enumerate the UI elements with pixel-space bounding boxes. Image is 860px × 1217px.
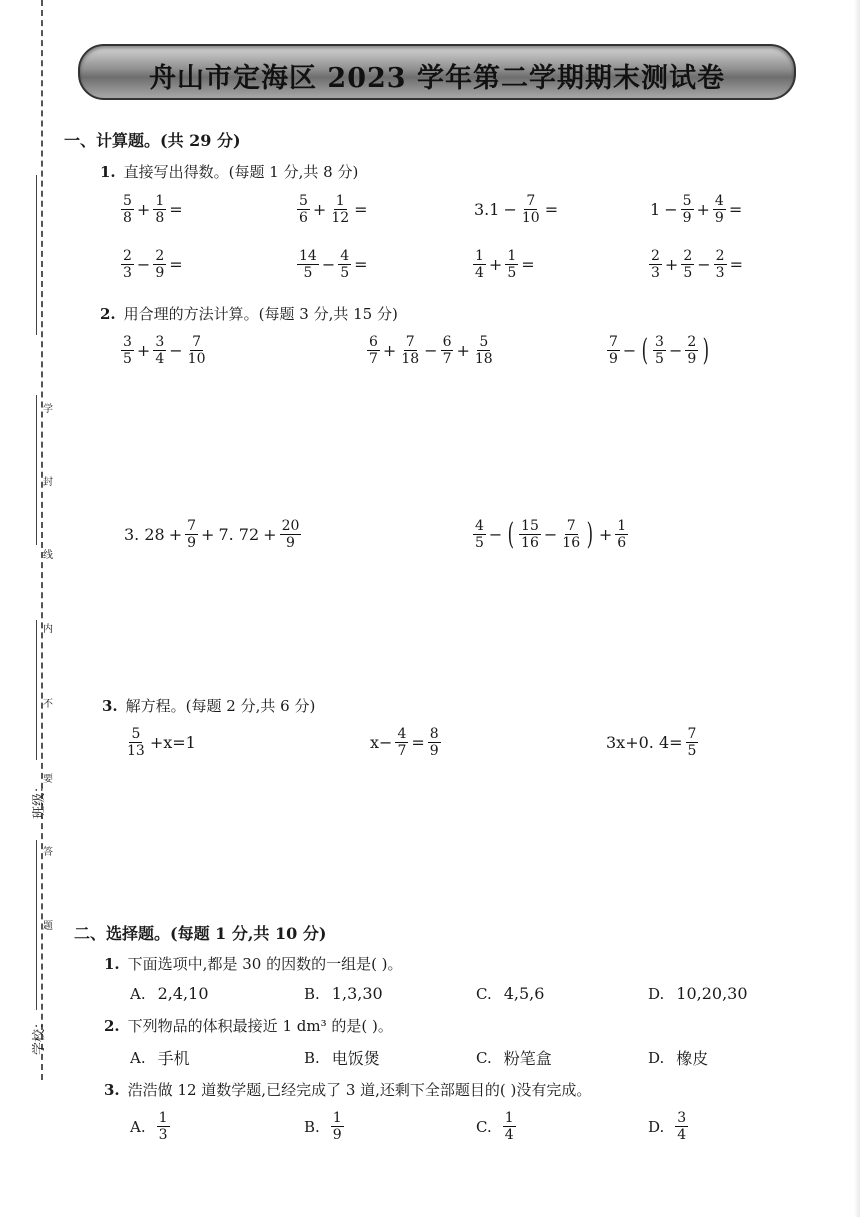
math-term: 3x+0. 4= [606, 733, 683, 752]
binding-line [36, 840, 37, 1010]
denominator: 4 [155, 351, 165, 367]
numerator: 7 [609, 334, 618, 350]
math-term: + [456, 341, 470, 360]
math-term: − [136, 255, 151, 274]
math-term: = [354, 200, 368, 219]
denominator: 13 [127, 743, 145, 759]
math-term: = [169, 255, 183, 274]
math-expression [122, 518, 302, 551]
math-term: − [503, 200, 517, 219]
option-letter: A. [130, 984, 146, 1003]
answer-option[interactable] [476, 984, 546, 1003]
paper-edge [854, 0, 860, 1217]
numerator: 7 [405, 334, 415, 350]
math-term: − [622, 341, 637, 360]
math-term: 1 [650, 200, 661, 219]
binding-char: 答 [43, 847, 53, 858]
math-term: +x=1 [149, 733, 196, 752]
math-term: = [169, 200, 183, 219]
denominator: 9 [187, 535, 197, 551]
numerator: 1 [507, 248, 517, 264]
fraction [560, 518, 582, 551]
numerator: 3 [155, 334, 165, 350]
numerator: 2 [123, 248, 132, 264]
math-term: − [664, 200, 678, 219]
binding-line [36, 620, 37, 760]
parenthesis: ) [586, 516, 594, 552]
denominator: 5 [687, 743, 697, 759]
numerator: 2 [683, 248, 693, 264]
math-term: − [488, 525, 503, 544]
fraction [653, 334, 666, 367]
denominator: 7 [369, 351, 378, 367]
answer-option[interactable] [648, 1046, 710, 1069]
fraction [331, 1110, 344, 1143]
math-term: + [136, 341, 151, 360]
answer-option[interactable] [130, 984, 211, 1003]
fraction [615, 518, 628, 551]
question-text: 下面选项中,都是 30 的因数的一组是( )。 [127, 955, 403, 973]
option-letter: C. [476, 1117, 492, 1136]
fraction [297, 248, 319, 281]
math-term: + [312, 200, 327, 219]
denominator: 3 [123, 265, 132, 281]
math-expression [366, 334, 496, 367]
fraction [686, 726, 699, 759]
binding-char: 不 [43, 699, 53, 710]
option-letter: B. [304, 984, 320, 1003]
fraction [649, 248, 662, 281]
math-term: 电饭煲 [331, 1049, 380, 1068]
option-letter: D. [648, 984, 665, 1003]
fraction [186, 334, 208, 367]
denominator: 9 [714, 210, 724, 226]
option-letter: A. [130, 1117, 146, 1136]
question-text: 浩浩做 12 道数学题,已经完成了 3 道,还剩下全部题目的( )没有完成。 [127, 1081, 592, 1099]
option-letter: C. [476, 1048, 492, 1067]
page-title: 舟山市定海区 2023 学年第二学期期末测试卷 [149, 63, 725, 94]
denominator: 9 [609, 351, 618, 367]
math-term: 橡皮 [676, 1049, 709, 1068]
question-text: 直接写出得数。(每题 1 分,共 8 分) [123, 163, 359, 181]
fraction [399, 334, 421, 367]
answer-option[interactable] [130, 1110, 171, 1143]
option-letter: D. [648, 1048, 665, 1067]
binding-char: 学 [43, 404, 53, 415]
numerator: 4 [340, 248, 350, 264]
numerator: 7 [526, 193, 536, 209]
math-term: − [424, 341, 438, 360]
denominator: 4 [475, 265, 484, 281]
binding-char: 封 [43, 477, 53, 488]
math-term: = [728, 200, 743, 219]
fraction [153, 248, 166, 281]
fraction [338, 248, 351, 281]
numerator: 3 [677, 1110, 687, 1126]
math-term: 7. 72 [218, 525, 260, 544]
option-letter: B. [304, 1048, 320, 1067]
answer-option[interactable] [648, 984, 750, 1003]
fraction [121, 193, 134, 226]
denominator: 3 [715, 265, 725, 281]
question-heading [102, 695, 315, 716]
denominator: 12 [331, 210, 350, 226]
answer-option[interactable] [304, 1046, 382, 1069]
denominator: 5 [683, 265, 693, 281]
math-term: − [697, 255, 711, 274]
denominator: 7 [442, 351, 452, 367]
numerator: 1 [475, 248, 484, 264]
numerator: 3 [655, 334, 664, 350]
denominator: 6 [299, 210, 308, 226]
math-term: 1,3,30 [331, 984, 383, 1003]
numerator: 4 [397, 726, 407, 742]
denominator: 18 [401, 351, 420, 367]
fraction [153, 334, 166, 367]
binding-line [36, 175, 37, 335]
math-term: + [488, 255, 503, 274]
numerator: 7 [187, 518, 197, 534]
question-number: 3. [102, 697, 118, 715]
title-banner [78, 44, 796, 100]
math-term: = [521, 255, 535, 274]
answer-option[interactable] [304, 1110, 345, 1143]
math-term: = [544, 200, 559, 219]
math-term: x− [370, 733, 393, 752]
fraction [473, 248, 486, 281]
math-expression [296, 248, 370, 281]
numerator: 3 [123, 334, 132, 350]
question-text: 解方程。(每题 2 分,共 6 分) [125, 697, 316, 715]
math-expression [604, 726, 699, 759]
denominator: 5 [340, 265, 350, 281]
fraction [441, 334, 454, 367]
numerator: 8 [429, 726, 439, 742]
fraction [685, 334, 698, 367]
denominator: 4 [504, 1127, 514, 1143]
math-term: 10,20,30 [676, 984, 748, 1003]
math-term: + [664, 255, 679, 274]
parenthesis: ) [702, 332, 710, 368]
binding-line [36, 395, 37, 545]
math-term: 2,4,10 [157, 984, 209, 1003]
denominator: 8 [155, 210, 165, 226]
numerator: 2 [651, 248, 660, 264]
fraction [395, 726, 408, 759]
question-heading [100, 303, 398, 324]
numerator: 2 [687, 334, 697, 350]
question-number: 3. [104, 1081, 120, 1099]
fraction [681, 193, 694, 226]
math-term: + [263, 525, 277, 544]
denominator: 7 [397, 743, 407, 759]
denominator: 5 [475, 535, 484, 551]
numerator: 6 [442, 334, 452, 350]
numerator: 1 [155, 193, 165, 209]
numerator: 2 [155, 248, 165, 264]
binding-char: 内 [43, 624, 53, 635]
denominator: 3 [651, 265, 660, 281]
numerator: 5 [682, 193, 692, 209]
math-term: − [543, 525, 558, 544]
question-text: 用合理的方法计算。(每题 3 分,共 15 分) [123, 305, 398, 323]
numerator: 15 [521, 518, 539, 534]
fraction [157, 1110, 170, 1143]
math-term: + [598, 525, 613, 544]
denominator: 9 [332, 1127, 342, 1143]
option-letter: A. [130, 1048, 146, 1067]
section-heading: 二、选择题。(每题 1 分,共 10 分) [74, 924, 327, 943]
denominator: 16 [521, 535, 539, 551]
question-heading [100, 161, 358, 182]
math-expression [120, 248, 185, 281]
numerator: 5 [123, 193, 132, 209]
school-label: 学校： [32, 1015, 48, 1056]
fraction [367, 334, 380, 367]
math-expression [606, 334, 713, 367]
answer-option[interactable] [476, 1110, 517, 1143]
question-number: 1. [104, 955, 120, 973]
denominator: 6 [617, 535, 627, 551]
numerator: 6 [369, 334, 378, 350]
denominator: 9 [682, 210, 692, 226]
question-heading [104, 1015, 393, 1036]
numerator: 5 [479, 334, 489, 350]
answer-option[interactable] [648, 1110, 689, 1143]
math-expression [472, 248, 537, 281]
math-expression [648, 193, 744, 226]
option-letter: C. [476, 984, 492, 1003]
question-number: 2. [100, 305, 116, 323]
math-term: − [169, 341, 183, 360]
fraction [473, 334, 495, 367]
question-number: 2. [104, 1017, 120, 1035]
parenthesis: ( [507, 516, 515, 552]
denominator: 5 [655, 351, 664, 367]
binding-char: 线 [43, 550, 53, 561]
question-text: 下列物品的体积最接近 1 dm³ 的是( )。 [127, 1017, 393, 1035]
fraction [153, 193, 166, 226]
math-term: = [411, 733, 425, 752]
denominator: 5 [303, 265, 313, 281]
fraction [280, 518, 302, 551]
answer-option[interactable] [476, 1046, 554, 1069]
fraction [607, 334, 620, 367]
answer-option[interactable] [304, 984, 385, 1003]
denominator: 9 [429, 743, 439, 759]
numerator: 5 [131, 726, 141, 742]
fraction [125, 726, 147, 759]
numerator: 7 [566, 518, 576, 534]
numerator: 1 [158, 1110, 168, 1126]
question-number: 1. [100, 163, 116, 181]
math-term: 4,5,6 [503, 984, 545, 1003]
fraction [297, 193, 310, 226]
math-expression [472, 518, 629, 551]
fraction [329, 193, 351, 226]
math-term: 3. 28 [124, 525, 165, 544]
math-term: = [354, 255, 368, 274]
math-term: + [201, 525, 215, 544]
math-term: + [382, 341, 397, 360]
numerator: 1 [335, 193, 345, 209]
denominator: 9 [286, 535, 295, 551]
fraction [473, 518, 486, 551]
numerator: 14 [299, 248, 317, 264]
fraction [519, 518, 541, 551]
fraction [121, 334, 134, 367]
math-term: 3.1 [474, 200, 500, 219]
option-letter: B. [304, 1117, 320, 1136]
numerator: 5 [299, 193, 308, 209]
numerator: 7 [192, 334, 202, 350]
numerator: 1 [504, 1110, 514, 1126]
math-term: 粉笔盒 [503, 1049, 552, 1068]
math-term: + [168, 525, 183, 544]
math-expression [120, 334, 208, 367]
denominator: 10 [521, 210, 540, 226]
math-term: 手机 [157, 1049, 190, 1068]
numerator: 20 [281, 518, 300, 534]
denominator: 9 [687, 351, 697, 367]
question-heading [104, 1079, 591, 1100]
denominator: 18 [474, 351, 493, 367]
fraction [714, 248, 727, 281]
denominator: 5 [507, 265, 517, 281]
numerator: 2 [715, 248, 725, 264]
parenthesis: ( [641, 332, 649, 368]
answer-option[interactable] [130, 1046, 192, 1069]
binding-char: 题 [43, 921, 53, 932]
numerator: 4 [714, 193, 724, 209]
numerator: 1 [332, 1110, 342, 1126]
fraction [675, 1110, 688, 1143]
denominator: 16 [562, 535, 581, 551]
option-letter: D. [648, 1117, 665, 1136]
binding-char: 要 [43, 774, 53, 785]
math-term: + [696, 200, 710, 219]
denominator: 5 [123, 351, 132, 367]
denominator: 9 [155, 265, 165, 281]
fraction [520, 193, 542, 226]
fraction [713, 193, 726, 226]
section-heading: 一、计算题。(共 29 分) [64, 131, 241, 150]
numerator: 4 [475, 518, 484, 534]
math-expression [648, 248, 745, 281]
math-expression [120, 193, 185, 226]
fraction [505, 248, 518, 281]
numerator: 7 [687, 726, 697, 742]
math-expression [368, 726, 442, 759]
numerator: 1 [617, 518, 627, 534]
math-term: + [136, 200, 151, 219]
denominator: 4 [677, 1127, 687, 1143]
math-term: − [321, 255, 336, 274]
fraction [503, 1110, 516, 1143]
math-expression [472, 193, 560, 226]
math-term: = [729, 255, 743, 274]
denominator: 3 [158, 1127, 168, 1143]
binding-dashed-line [41, 0, 43, 1080]
fraction [428, 726, 441, 759]
fraction [185, 518, 198, 551]
math-term: − [668, 341, 683, 360]
fraction [121, 248, 134, 281]
question-heading [104, 953, 403, 974]
denominator: 8 [123, 210, 132, 226]
math-expression [296, 193, 370, 226]
denominator: 10 [187, 351, 206, 367]
class-label: 班级： [32, 779, 48, 820]
fraction [681, 248, 694, 281]
math-expression [124, 726, 198, 759]
